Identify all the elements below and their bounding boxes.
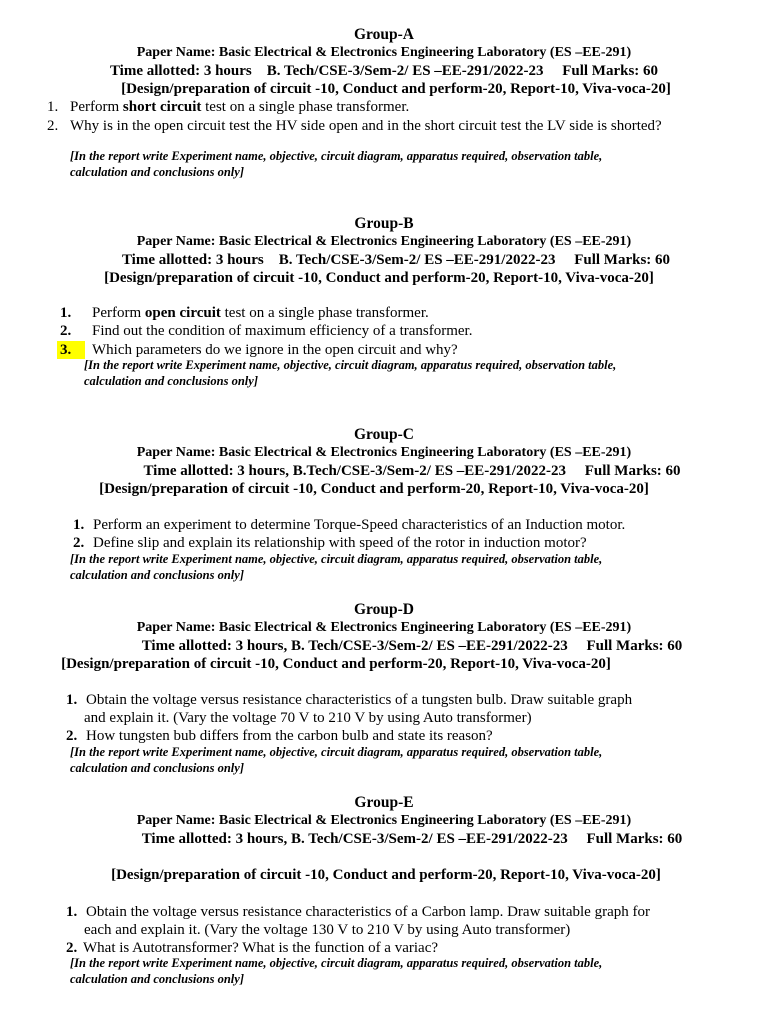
list-item-continuation: and explain it. (Vary the voltage 70 V to 210 V by using Auto transformer) [84,710,532,726]
note-line: calculation and conclusions only] [70,568,244,582]
list-item: Which parameters do we ignore in the open circuit and why? [92,342,458,358]
item-number: 2. [47,118,59,134]
item-number: 2. [60,323,72,339]
group-title: Group-B [354,215,414,232]
group-title: Group-D [353,601,414,618]
item-number: 2. [73,535,85,551]
item-number: 1. [73,517,85,533]
marks-breakdown: [Design/preparation of circuit -10, Conduct and perform-20, Report-10, Viva-voca-20] [99,481,649,497]
item-text-post: test on a single phase transformer. [201,99,410,115]
note-line: calculation and conclusions only] [70,165,244,179]
list-item: Perform an experiment to determine Torque-Speed characteristics of an Induction motor. [93,517,626,533]
paper-name: Paper Name: Basic Electrical & Electronics Engineering Laboratory (ES –EE-291) [136,45,632,60]
item-text-pre: Perform [70,99,123,115]
marks-breakdown: [Design/preparation of circuit -10, Conduct and perform-20, Report-10, Viva-voca-20] [121,81,671,97]
report-note [70,551,718,583]
list-item: Obtain the voltage versus resistance characteristics of a tungsten bulb. Draw suitable graph [86,692,633,708]
note-line: calculation and conclusions only] [84,374,258,388]
list-item [70,98,409,116]
list-item-continuation: each and explain it. (Vary the voltage 130 V to 210 V by using Auto transformer) [84,922,571,938]
item-number: 1. [47,99,59,115]
list-item: How tungsten bub differs from the carbon bulb and state its reason? [86,728,493,744]
marks-breakdown: [Design/preparation of circuit -10, Conduct and perform-20, Report-10, Viva-voca-20] [61,656,611,672]
item-number: 1. [66,692,78,708]
item-text-bold: open circuit [144,305,221,321]
time-allotted: Time allotted: 3 hours, B. Tech/CSE-3/Sem-2/ ES –EE-291/2022-23 Full Marks: 60 [141,638,683,654]
paper-name: Paper Name: Basic Electrical & Electronics Engineering Laboratory (ES –EE-291) [136,813,632,828]
report-note [70,744,718,776]
marks-breakdown: [Design/preparation of circuit -10, Conduct and perform-20, Report-10, Viva-voca-20] [104,270,654,286]
list-item: Find out the condition of maximum efficiency of a transformer. [92,323,473,339]
item-text-bold: short circuit [122,99,202,115]
marks-breakdown: [Design/preparation of circuit -10, Conduct and perform-20, Report-10, Viva-voca-20] [111,867,661,883]
item-text-post: test on a single phase transformer. [220,305,429,321]
report-note [84,357,688,389]
time-allotted: Time allotted: 3 hours B. Tech/CSE-3/Sem-2/ ES –EE-291/2022-23 Full Marks: 60 [121,252,671,268]
note-line: [In the report write Experiment name, objective, circuit diagram, apparatus required, observation table, [70,552,603,566]
note-line: calculation and conclusions only] [70,972,244,986]
list-item [92,304,429,322]
report-note [70,955,718,987]
time-allotted: Time allotted: 3 hours B. Tech/CSE-3/Sem-2/ ES –EE-291/2022-23 Full Marks: 60 [109,63,659,79]
item-number-highlighted: 3. [57,341,85,359]
item-number: 2. [66,728,78,744]
note-line: [In the report write Experiment name, objective, circuit diagram, apparatus required, observation table, [70,956,603,970]
group-title: Group-A [353,26,414,43]
note-line: [In the report write Experiment name, objective, circuit diagram, apparatus required, observation table, [84,358,617,372]
item-number: 1. [60,305,72,321]
item-text-pre: Perform [92,305,145,321]
time-allotted: Time allotted: 3 hours, B. Tech/CSE-3/Sem-2/ ES –EE-291/2022-23 Full Marks: 60 [141,831,683,847]
report-note [70,148,718,180]
item-number: 1. [66,904,78,920]
list-item: Why is in the open circuit test the HV side open and in the short circuit test the LV side is shorted? [70,118,662,134]
note-line: calculation and conclusions only] [70,761,244,775]
note-line: [In the report write Experiment name, objective, circuit diagram, apparatus required, observation table, [70,149,603,163]
note-line: [In the report write Experiment name, objective, circuit diagram, apparatus required, observation table, [70,745,603,759]
paper-name: Paper Name: Basic Electrical & Electronics Engineering Laboratory (ES –EE-291) [136,445,632,460]
list-item: Obtain the voltage versus resistance characteristics of a Carbon lamp. Draw suitable graph for [86,904,650,920]
paper-name: Paper Name: Basic Electrical & Electronics Engineering Laboratory (ES –EE-291) [136,620,632,635]
time-allotted: Time allotted: 3 hours, B.Tech/CSE-3/Sem-2/ ES –EE-291/2022-23 Full Marks: 60 [143,463,681,479]
paper-name: Paper Name: Basic Electrical & Electronics Engineering Laboratory (ES –EE-291) [136,234,632,249]
group-title: Group-E [354,794,414,811]
list-item: Define slip and explain its relationship with speed of the rotor in induction motor? [93,535,587,551]
group-title: Group-C [353,426,414,443]
list-item: What is Autotransformer? What is the function of a variac? [83,940,439,956]
item-number: 2. [66,940,78,956]
